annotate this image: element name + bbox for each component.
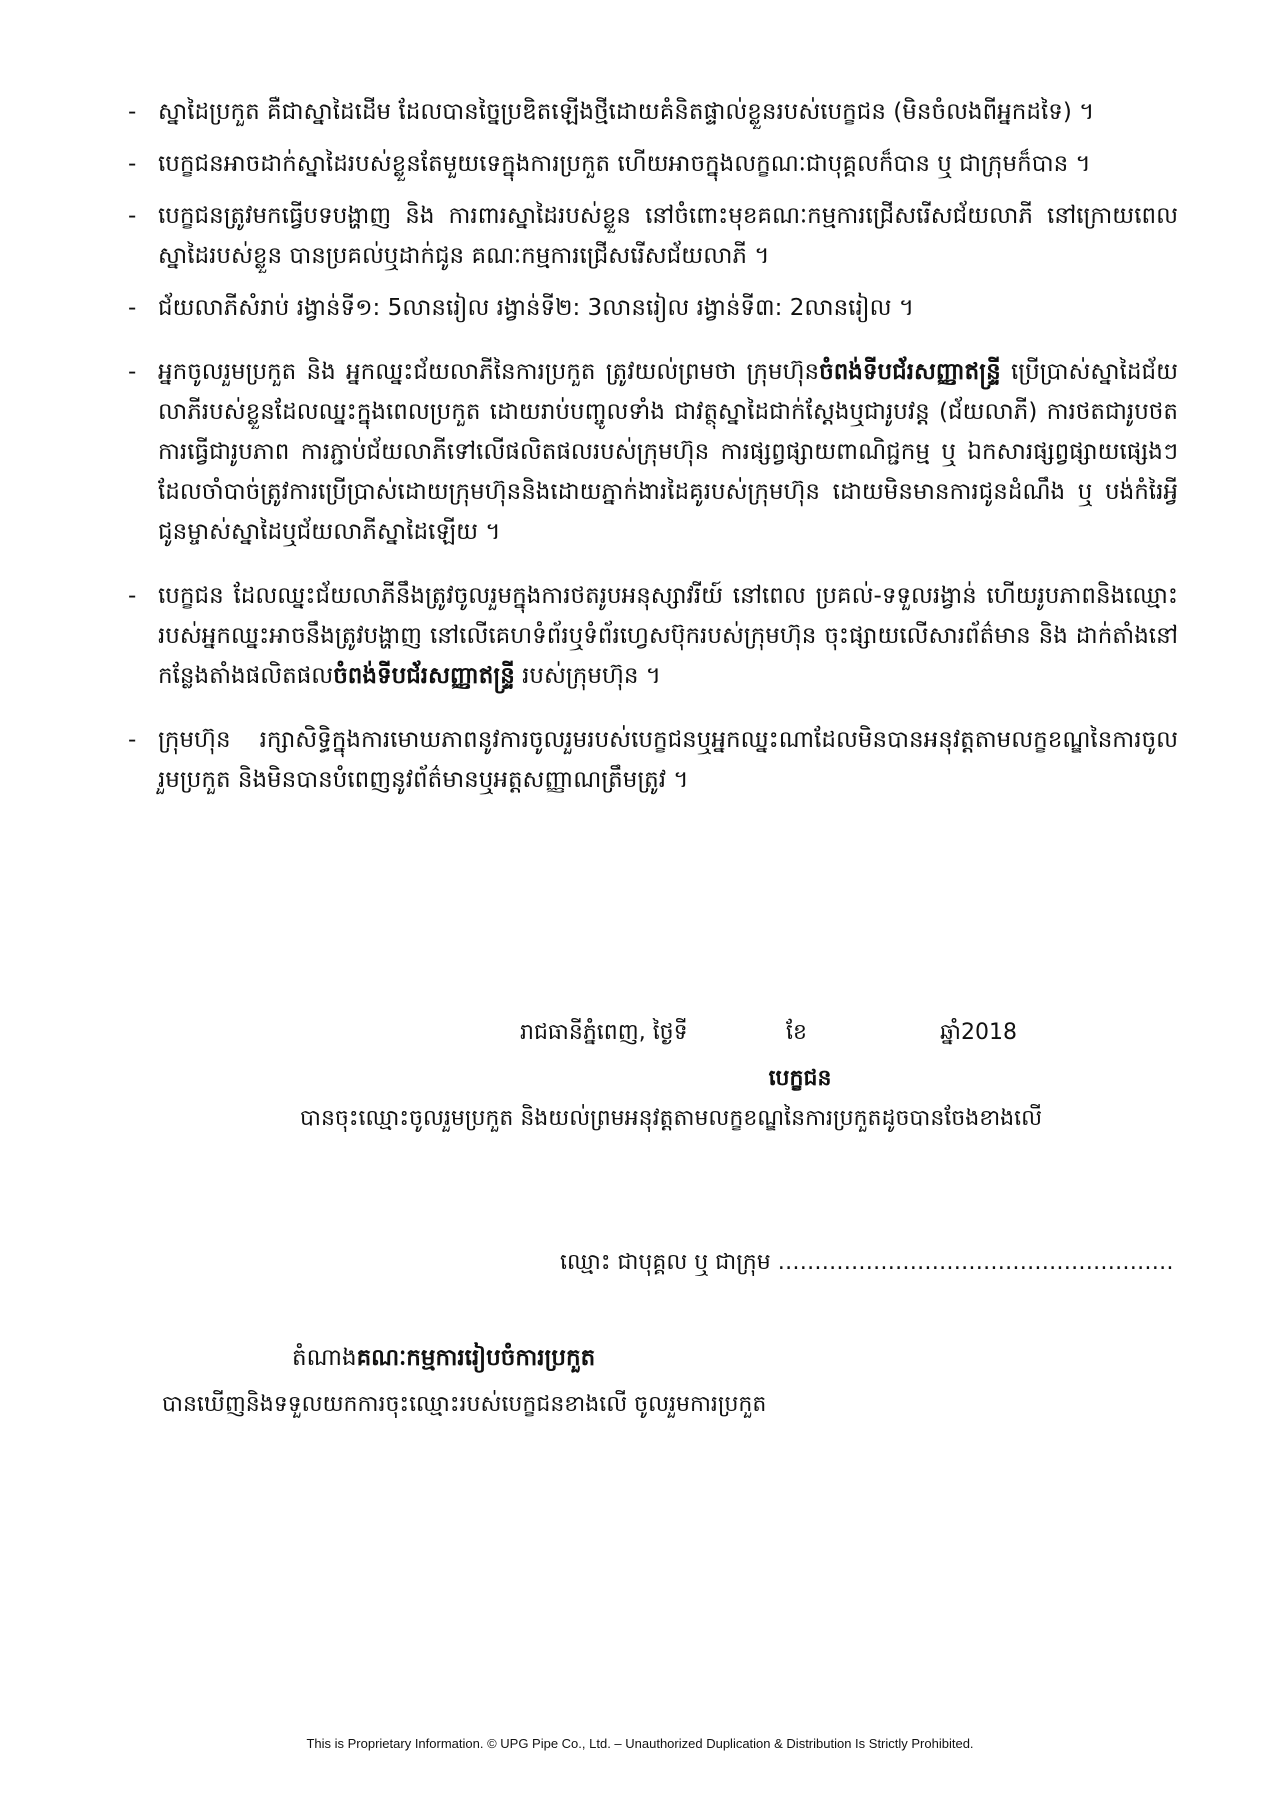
- bullet-dash: -: [128, 727, 137, 753]
- rule-publicity-text-2: របស់ក្រុមហ៊ុន ។: [514, 663, 661, 689]
- candidate-title: បេក្ខជន: [768, 1066, 832, 1091]
- bullet-dash: -: [128, 203, 137, 229]
- list-item: [128, 352, 1178, 552]
- bullet-dash: -: [128, 359, 137, 385]
- rule-usage-rights-text-2: ប្រើប្រាស់ស្នាដៃជ័យលាភីរបស់ខ្លួនដែលឈ្នះក្នុងពេលប្រកួត ដោយរាប់បញ្ចូលទាំង ជាវត្ថុស្នាដៃជាក់ស្តែងឬជារូបវន្ត (ជ័យលាភី) ការថតជារូបថត ការធ្វើជារូបភាព ការភ្ជាប់ជ័យលាភីទៅលើផលិតផលរបស់ក្រុមហ៊ុន ការផ្សព្វផ្សាយពាណិជ្ជកម្ម ឬ ឯកសារផ្សព្វផ្សាយផ្សេងៗ ដែលចាំបាច់ត្រូវការប្រើប្រាស់ដោយក្រុមហ៊ុននិងដោយភ្នាក់ងារដៃគូរបស់ក្រុមហ៊ុន ដោយមិនមានការជូនដំណឹង ឬ បង់កំរៃអ្វី ជូនម្ចាស់ស្នាដៃឬជ័យលាភីស្នាដៃឡើយ ។: [158, 359, 1178, 545]
- rep-prefix: តំណាង: [292, 1345, 357, 1371]
- list-item: [128, 92, 1178, 132]
- bullet-dash: -: [128, 295, 137, 321]
- date-place: រាជធានីភ្នំពេញ, ថ្ងៃទី: [520, 1020, 688, 1045]
- rule-publicity-text: បេក្ខជន ដែលឈ្នះជ័យលាភីនឹងត្រូវចូលរួមក្នុងការថតរូបអនុស្សាវរីយ៍ នៅពេល ប្រគល់-ទទួលរង្វាន់ ហើយរូបភាពនិងឈ្មោះរបស់អ្នកឈ្នះអាចនឹងត្រូវបង្ហាញ នៅលើគេហទំព័រឬទំព័រហ្វេសប៊ុករបស់ក្រុមហ៊ុន ចុះផ្សាយលើសារព័ត៌មាន និង ដាក់តាំងនៅកន្លែងតាំងផលិតផល: [158, 583, 1178, 689]
- list-item: [128, 720, 1178, 800]
- committee-name: គណៈកម្មការរៀបចំការប្រកួត: [356, 1345, 596, 1371]
- bullet-dash: -: [128, 583, 137, 609]
- committee-representative: [292, 1344, 892, 1377]
- brand-name: ចំពង់ទីបជ័រសញ្ញាឥន្ទ្រី: [819, 359, 1001, 385]
- list-item: [128, 196, 1178, 276]
- rule-presentation: បេក្ខជនត្រូវមកធ្វើបទបង្ហាញ និង ការពារស្នាដៃរបស់ខ្លួន នៅចំពោះមុខគណៈកម្មការជ្រើសរើសជ័យលាភី នៅក្រោយពេលស្នាដៃរបស់ខ្លួន បានប្រគល់ឬដាក់ជូន គណៈកម្មការជ្រើសរើសជ័យលាភី ។: [158, 203, 1178, 269]
- list-item: [128, 144, 1178, 184]
- rule-disqualification: ក្រុមហ៊ុន រក្សាសិទ្ធិក្នុងការមោឃភាពនូវការចូលរួមរបស់បេក្ខជនឬអ្នកឈ្នះណាដែលមិនបានអនុវត្តតាមលក្ខខណ្ឌនៃការចូលរួមប្រកួត និងមិនបានបំពេញនូវព័ត៌មានឬអត្តសញ្ញាណត្រឹមត្រូវ ។: [158, 727, 1178, 793]
- date-year: ឆ្នាំ2018: [940, 1020, 1017, 1045]
- date-line: [520, 1018, 1040, 1052]
- rules-list: [128, 92, 1178, 812]
- rule-usage-rights-text: អ្នកចូលរួមប្រកួត និង អ្នកឈ្នះជ័យលាភីនៃការប្រកួត ត្រូវយល់ព្រមថា ក្រុមហ៊ុន: [158, 359, 820, 385]
- proprietary-footer: This is Proprietary Information. © UPG Pipe Co., Ltd. – Unauthorized Duplication & Distribution Is Strictly Prohibited.: [306, 1736, 974, 1751]
- bullet-dash: -: [128, 151, 137, 177]
- rule-original-work: ស្នាដៃប្រកួត គឺជាស្នាដៃដើម ដែលបានច្នៃប្រឌិតឡើងថ្មីដោយគំនិតផ្ទាល់ខ្លួនរបស់បេក្ខជន (មិនចំលងពីអ្នកដទៃ) ។: [158, 99, 1095, 125]
- date-month: ខែ: [786, 1020, 807, 1045]
- name-field: ឈ្មោះ ជាបុគ្គល ឬ ជាក្រុម ………………………………………………: [560, 1250, 1174, 1275]
- list-item: [128, 288, 1178, 328]
- bullet-dash: -: [128, 99, 137, 125]
- list-item: [128, 576, 1178, 696]
- committee-acknowledgement: បានឃើញនិងទទួលយកការចុះឈ្មោះរបស់បេក្ខជនខាងលើ ចូលរួមការប្រកួត: [162, 1392, 767, 1417]
- brand-name: ចំពង់ទីបជ័រសញ្ញាឥន្ទ្រី: [333, 663, 515, 689]
- agreement-statement: បានចុះឈ្មោះចូលរួមប្រកួត និងយល់ព្រមអនុវត្តតាមលក្ខខណ្ឌនៃការប្រកួតដូចបានចែងខាងលើ: [300, 1106, 1043, 1131]
- rule-publicity: [158, 583, 1178, 689]
- rule-single-entry: បេក្ខជនអាចដាក់ស្នាដៃរបស់ខ្លួនតែមួយទេក្នុងការប្រកួត ហើយអាចក្នុងលក្ខណៈជាបុគ្គលក៏បាន ឬ ជាក្រុមក៏បាន ។: [158, 151, 1091, 177]
- rule-prizes: ជ័យលាភីសំរាប់ រង្វាន់ទី១: 5លានរៀល រង្វាន់ទី២: 3លានរៀល រង្វាន់ទី៣: 2លានរៀល ។: [158, 295, 914, 321]
- rule-usage-rights: [158, 359, 1178, 545]
